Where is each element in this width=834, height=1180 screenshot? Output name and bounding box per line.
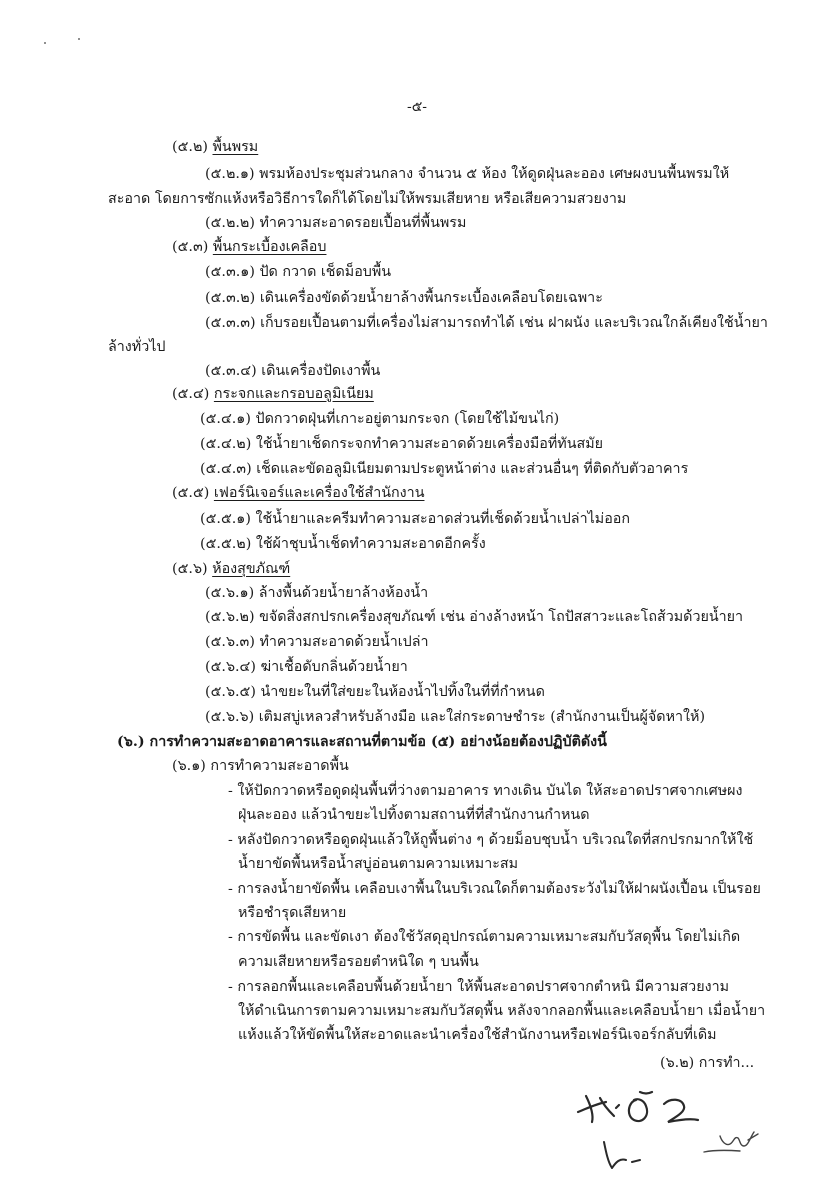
item-5-4-1: (๕.๔.๑) ปัดกวาดฝุ่นที่เกาะอยู่ตามกระจก (โดยใช้ไม้ขนไก่) [200, 411, 560, 427]
item-5-2-2: (๕.๒.๒) ทำความสะอาดรอยเปื้อนที่พื้นพรม [205, 215, 467, 231]
item-5-6-4: (๕.๖.๔) ฆ่าเชื้อดับกลิ่นด้วยน้ำยา [205, 659, 408, 675]
bullet-1-line-2: ฝุ่นละออง แล้วนำขยะไปทิ้งตามสถานที่ที่สำนักงานกำหนด [238, 807, 590, 823]
item-5-3-1: (๕.๓.๑) ปัด กวาด เช็ดม็อบพื้น [205, 264, 392, 280]
bullet-5-line-3: แห้งแล้วให้ขัดพื้นให้สะอาดและนำเครื่องใช้สำนักงานหรือเฟอร์นิเจอร์กลับที่เดิม [238, 1027, 717, 1043]
scan-speck [78, 38, 80, 40]
section-6-heading: (๖.) การทำความสะอาดอาคารและสถานที่ตามข้อ (๕) อย่างน้อยต้องปฏิบัติดังนี้ [117, 734, 607, 750]
bullet-1-line-1: - ให้ปัดกวาดหรือดูดฝุ่นพื้นที่ว่างตามอาคาร ทางเดิน บันได ให้สะอาดปราศจากเศษผง [228, 783, 743, 799]
scan-speck [44, 42, 46, 44]
section-5-3-heading: (๕.๓) พื้นกระเบื้องเคลือบ [172, 239, 327, 255]
bullet-2-line-1: - หลังปัดกวาดหรือดูดฝุ่นแล้วให้ถูพื้นต่าง ๆ ด้วยม็อบชุบน้ำ บริเวณใดที่สกปรกมากให้ใช้ [228, 832, 754, 848]
section-5-2-heading: (๕.๒) พื้นพรม [172, 139, 259, 155]
item-5-2-1: (๕.๒.๑) พรมห้องประชุมส่วนกลาง จำนวน ๕ ห้อง ให้ดูดฝุ่นละออง เศษผงบนพื้นพรมให้ [205, 166, 730, 182]
item-5-2-1-continued: สะอาด โดยการซักแห้งหรือวิธีการใดก็ได้โดยไม่ให้พรมเสียหาย หรือเสียความสวยงาม [108, 191, 627, 207]
signature-main [570, 1082, 720, 1132]
item-5-6-5: (๕.๖.๕) นำขยะในที่ใส่ขยะในห้องน้ำไปทิ้งในที่ที่กำหนด [205, 684, 545, 700]
section-6-1-heading: (๖.๑) การทำความสะอาดพื้น [172, 758, 349, 774]
section-5-4-title: กระจกและกรอบอลูมิเนียม [213, 386, 374, 402]
section-5-4-heading: (๕.๔) กระจกและกรอบอลูมิเนียม [172, 386, 374, 402]
bullet-4-line-1: - การขัดพื้น และขัดเงา ต้องใช้วัสดุอุปกรณ์ตามความเหมาะสมกับวัสดุพื้น โดยไม่เกิด [228, 929, 741, 945]
item-5-4-3: (๕.๔.๓) เช็ดและขัดอลูมิเนียมตามประตูหน้าต่าง และส่วนอื่นๆ ที่ติดกับตัวอาคาร [200, 461, 689, 477]
item-5-6-1: (๕.๖.๑) ล้างพื้นด้วยน้ำยาล้างห้องน้ำ [205, 585, 429, 601]
signature-initial-left [598, 1138, 658, 1172]
item-5-4-2: (๕.๔.๒) ใช้น้ำยาเช็ดกระจกทำความสะอาดด้วยเครื่องมือที่ทันสมัย [200, 436, 604, 452]
item-5-6-6: (๕.๖.๖) เติมสบู่เหลวสำหรับล้างมือ และใส่กระดาษชำระ (สำนักงานเป็นผู้จัดหาให้) [205, 709, 706, 725]
bullet-5-line-2: ให้ดำเนินการตามความเหมาะสมกับวัสดุพื้น หลังจากลอกพื้นและเคลือบน้ำยา เมื่อน้ำยา [238, 1003, 766, 1019]
section-5-6-title: ห้องสุขภัณฑ์ [212, 561, 291, 577]
section-5-5-title: เฟอร์นิเจอร์และเครื่องใช้สำนักงาน [213, 485, 425, 501]
bullet-4-line-2: ความเสียหายหรือรอยตำหนิใด ๆ บนพื้น [238, 954, 479, 970]
item-5-6-3: (๕.๖.๓) ทำความสะอาดด้วยน้ำเปล่า [205, 634, 429, 650]
item-5-3-2: (๕.๓.๒) เดินเครื่องขัดด้วยน้ำยาล้างพื้นกระเบื้องเคลือบโดยเฉพาะ [205, 290, 603, 306]
section-5-6-heading: (๕.๖) ห้องสุขภัณฑ์ [172, 561, 291, 577]
bullet-2-line-2: น้ำยาขัดพื้นหรือน้ำสบู่อ่อนตามความเหมาะสม [238, 856, 519, 872]
page-number: -๕- [406, 99, 428, 115]
bullet-3-line-1: - การลงน้ำยาขัดพื้น เคลือบเงาพื้นในบริเวณใดก็ตามต้องระวังไม่ให้ฝาผนังเปื้อน เป็นรอย [228, 881, 761, 897]
item-5-5-1: (๕.๕.๑) ใช้น้ำยาและครีมทำความสะอาดส่วนที่เช็ดด้วยน้ำเปล่าไม่ออก [200, 511, 631, 527]
item-5-6-2: (๕.๖.๒) ขจัดสิ่งสกปรกเครื่องสุขภัณฑ์ เช่น อ่างล้างหน้า โถปัสสาวะและโถส้วมด้วยน้ำยา [205, 609, 744, 625]
section-5-3-title: พื้นกระเบื้องเคลือบ [212, 239, 327, 255]
section-5-2-title: พื้นพรม [212, 139, 259, 155]
section-5-5-heading: (๕.๕) เฟอร์นิเจอร์และเครื่องใช้สำนักงาน [172, 485, 425, 501]
item-5-3-4: (๕.๓.๔) เดินเครื่องปัดเงาพื้น [205, 363, 381, 379]
item-5-3-3-continued: ล้างทั่วไป [108, 339, 166, 355]
signature-initial-right [700, 1124, 770, 1160]
continuation-marker: (๖.๒) การทำ... [660, 1055, 755, 1071]
item-5-3-3: (๕.๓.๓) เก็บรอยเปื้อนตามที่เครื่องไม่สามารถทำได้ เช่น ฝาผนัง และบริเวณใกล้เคียงใช้น้ำยา [205, 315, 768, 331]
bullet-3-line-2: หรือชำรุดเสียหาย [238, 905, 347, 921]
bullet-5-line-1: - การลอกพื้นและเคลือบพื้นด้วยน้ำยา ให้พื้นสะอาดปราศจากตำหนิ มีความสวยงาม [228, 979, 730, 995]
item-5-5-2: (๕.๕.๒) ใช้ผ้าชุบน้ำเช็ดทำความสะอาดอีกครั้ง [200, 536, 486, 552]
